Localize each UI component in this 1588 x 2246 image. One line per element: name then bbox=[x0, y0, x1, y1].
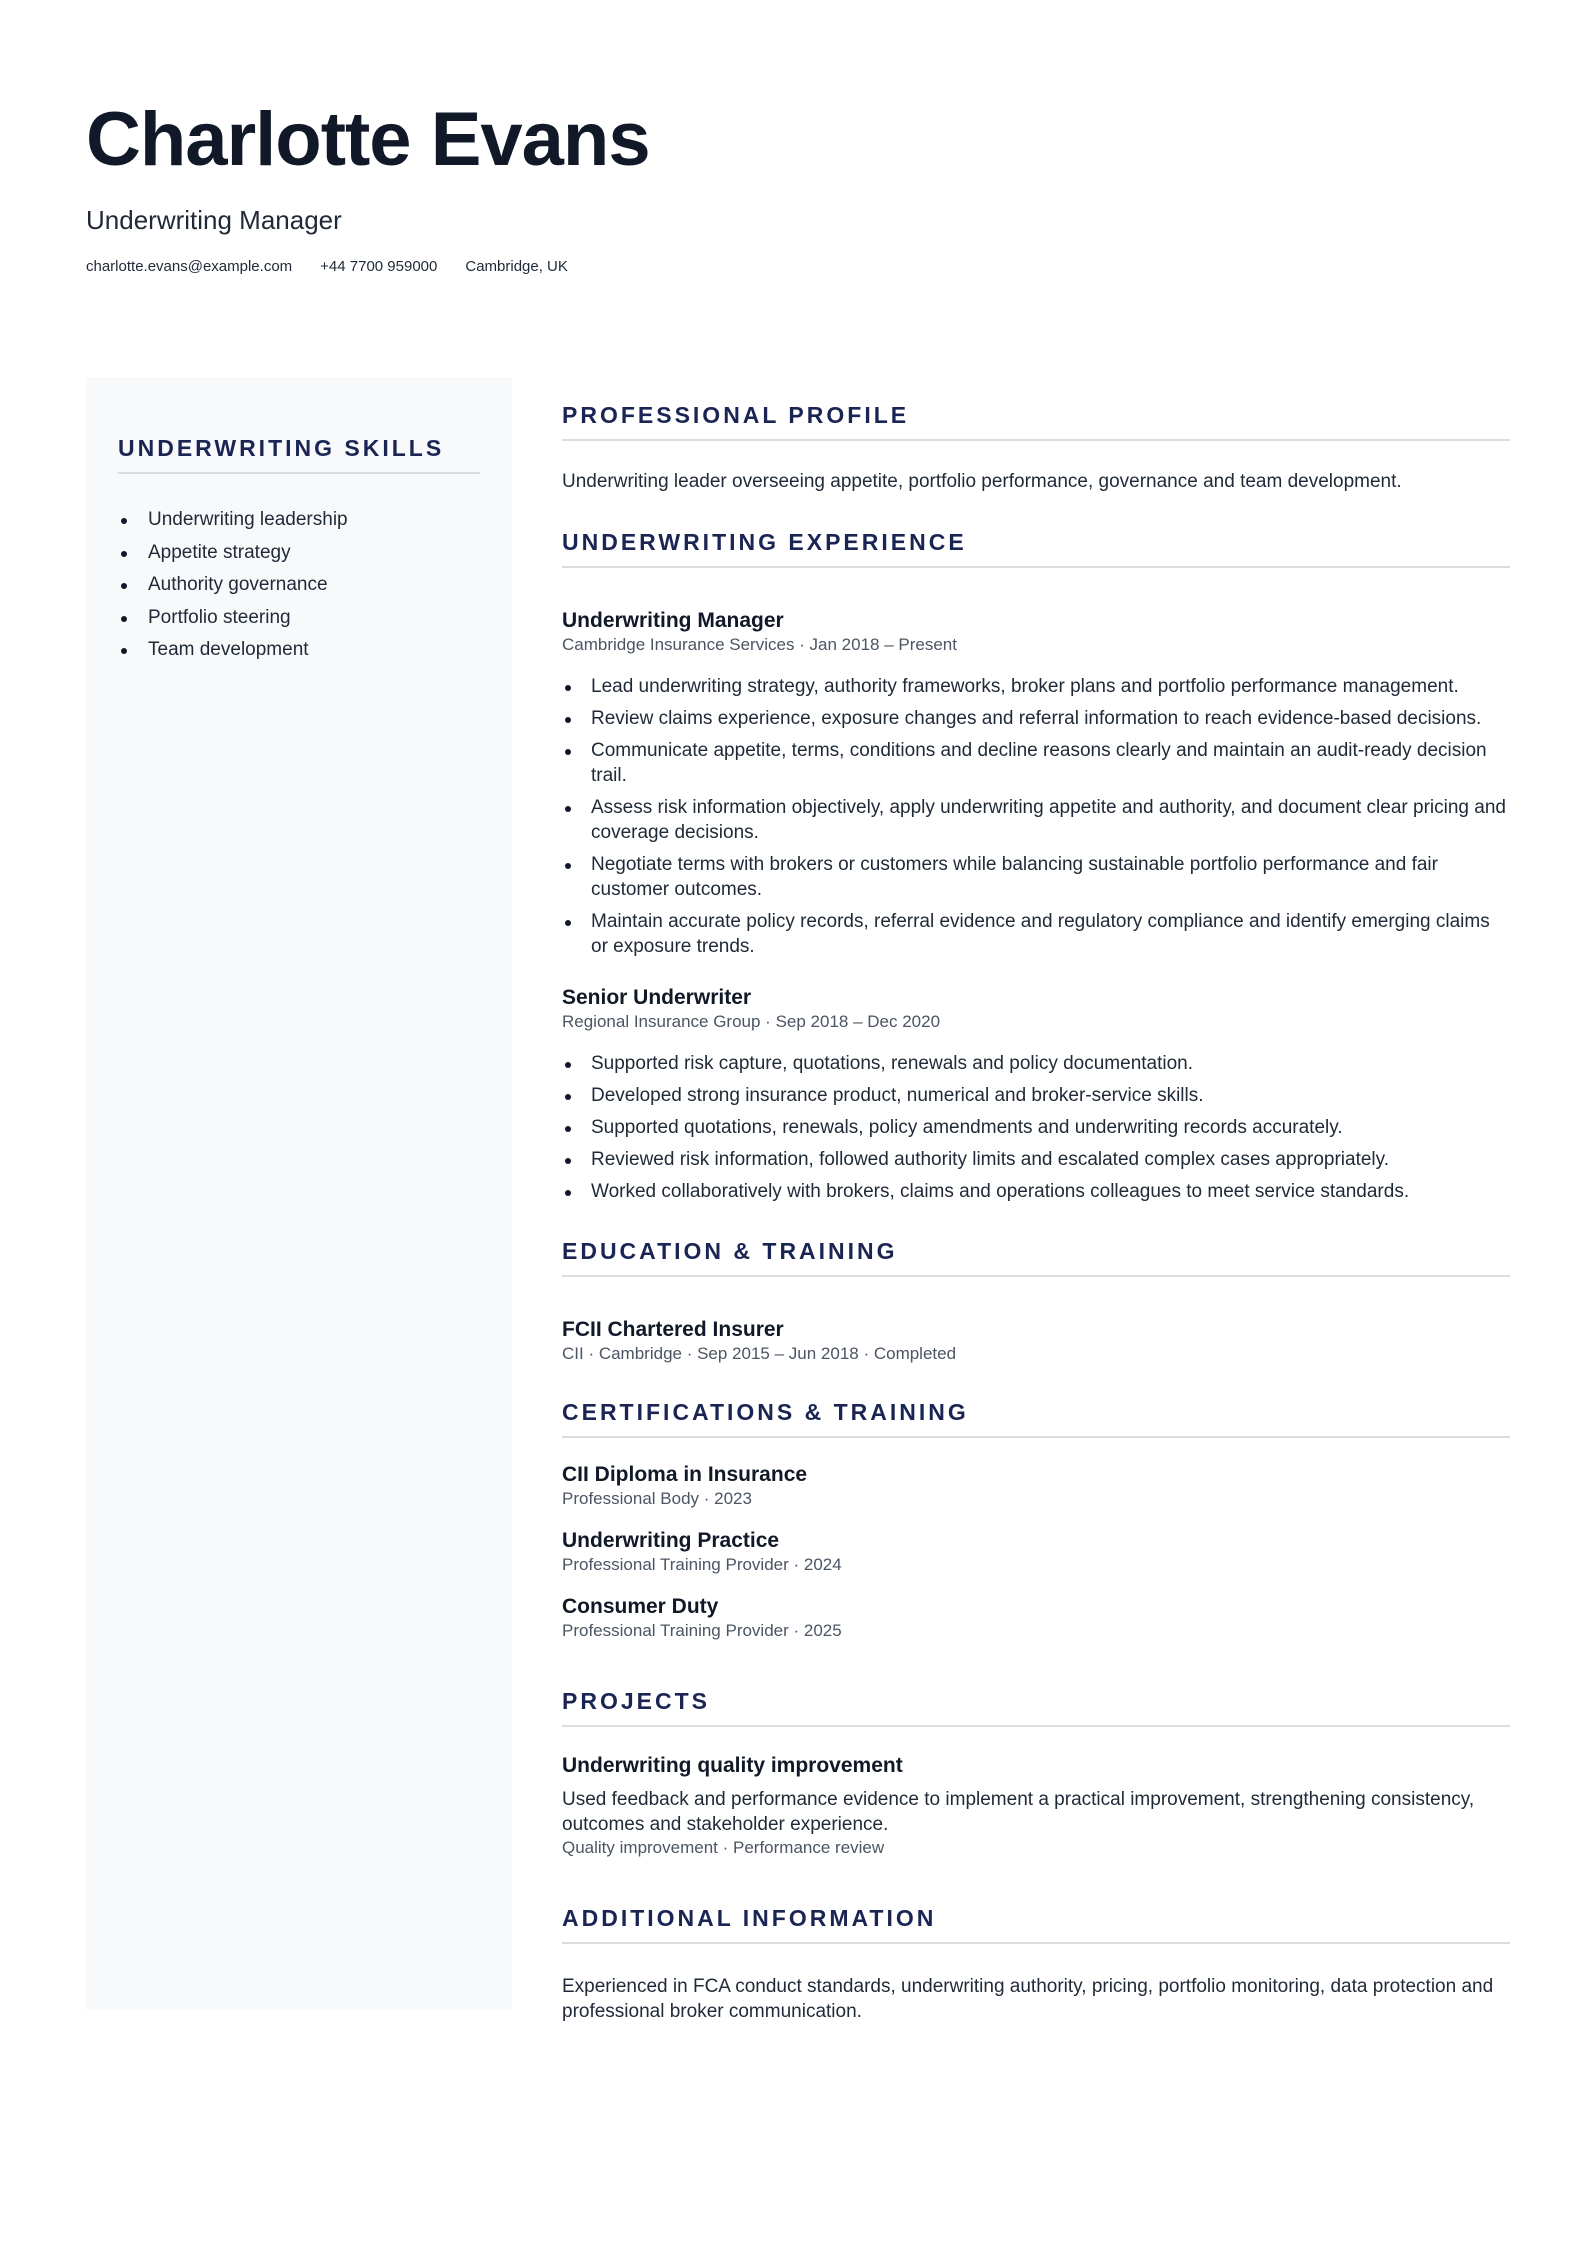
contact-location: Cambridge, UK bbox=[465, 258, 568, 275]
additional-heading: ADDITIONAL INFORMATION bbox=[562, 1905, 1510, 1944]
contact-email: charlotte.evans@example.com bbox=[86, 258, 293, 275]
skills-list bbox=[118, 504, 480, 667]
job-bullet: Negotiate terms with brokers or customers while balancing sustainable portfolio performance and fair customer outcomes. bbox=[562, 852, 1510, 902]
project-entry bbox=[562, 1753, 1510, 1859]
certification-name: Consumer Duty bbox=[562, 1595, 719, 1618]
skill-item: Appetite strategy bbox=[118, 537, 480, 570]
job-entry bbox=[562, 608, 1510, 959]
certification-name: CII Diploma in Insurance bbox=[562, 1463, 808, 1486]
certifications-section bbox=[562, 1399, 1510, 1642]
job-bullet: Assess risk information objectively, apply underwriting appetite and authority, and document clear pricing and coverage decisions. bbox=[562, 795, 1510, 845]
job-bullet: Maintain accurate policy records, referral evidence and regulatory compliance and identify emerging claims or exposure trends. bbox=[562, 909, 1510, 959]
sidebar bbox=[86, 377, 512, 2010]
skills-heading: UNDERWRITING SKILLS bbox=[118, 435, 480, 474]
education-entry bbox=[562, 1317, 1510, 1365]
certification-meta: Professional Training Provider · 2024 bbox=[562, 1555, 842, 1574]
skill-item: Portfolio steering bbox=[118, 602, 480, 635]
job-bullet: Communicate appetite, terms, conditions and decline reasons clearly and maintain an audit-ready decision trail. bbox=[562, 738, 1510, 788]
certification-entry bbox=[562, 1462, 1510, 1510]
contact-line bbox=[86, 258, 1506, 275]
job-bullet: Lead underwriting strategy, authority frameworks, broker plans and portfolio performance management. bbox=[562, 674, 1510, 699]
education-title: FCII Chartered Insurer bbox=[562, 1318, 784, 1341]
skill-item: Authority governance bbox=[118, 569, 480, 602]
job-bullet: Supported risk capture, quotations, renewals and policy documentation. bbox=[562, 1051, 1510, 1076]
experience-heading: UNDERWRITING EXPERIENCE bbox=[562, 529, 1510, 568]
project-meta: Quality improvement · Performance review bbox=[562, 1838, 885, 1857]
certification-entry bbox=[562, 1528, 1510, 1576]
job-bullets bbox=[562, 1051, 1510, 1204]
job-bullet: Reviewed risk information, followed authority limits and escalated complex cases appropriately. bbox=[562, 1147, 1510, 1172]
projects-section bbox=[562, 1688, 1510, 1859]
experience-section bbox=[562, 529, 1510, 1204]
profile-text: Underwriting leader overseeing appetite, portfolio performance, governance and team development. bbox=[562, 471, 1402, 492]
candidate-name: Charlotte Evans bbox=[86, 97, 650, 182]
job-bullet: Developed strong insurance product, numerical and broker-service skills. bbox=[562, 1083, 1510, 1108]
job-bullet: Review claims experience, exposure changes and referral information to reach evidence-based decisions. bbox=[562, 706, 1510, 731]
additional-section bbox=[562, 1905, 1510, 2024]
skill-item: Team development bbox=[118, 634, 480, 667]
job-role: Underwriting Manager bbox=[562, 609, 784, 632]
certification-entry bbox=[562, 1594, 1510, 1642]
certification-meta: Professional Training Provider · 2025 bbox=[562, 1621, 842, 1640]
certification-meta: Professional Body · 2023 bbox=[562, 1489, 752, 1508]
projects-heading: PROJECTS bbox=[562, 1688, 1510, 1727]
job-bullet: Supported quotations, renewals, policy amendments and underwriting records accurately. bbox=[562, 1115, 1510, 1140]
job-bullet: Worked collaboratively with brokers, claims and operations colleagues to meet service standards. bbox=[562, 1179, 1510, 1204]
job-entry bbox=[562, 985, 1510, 1204]
profile-heading: PROFESSIONAL PROFILE bbox=[562, 402, 1510, 441]
project-name: Underwriting quality improvement bbox=[562, 1754, 903, 1777]
certifications-heading: CERTIFICATIONS & TRAINING bbox=[562, 1399, 1510, 1438]
job-meta: Regional Insurance Group · Sep 2018 – Dec 2020 bbox=[562, 1012, 941, 1031]
contact-phone: +44 7700 959000 bbox=[320, 258, 438, 275]
job-bullets bbox=[562, 674, 1510, 959]
resume-header bbox=[86, 96, 1506, 275]
education-section bbox=[562, 1238, 1510, 1365]
main-column bbox=[562, 402, 1510, 2024]
candidate-title: Underwriting Manager bbox=[86, 205, 342, 235]
education-meta: CII · Cambridge · Sep 2015 – Jun 2018 · Completed bbox=[562, 1344, 957, 1363]
profile-section bbox=[562, 402, 1510, 495]
skill-item: Underwriting leadership bbox=[118, 504, 480, 537]
project-description: Used feedback and performance evidence to implement a practical improvement, strengthening consistency, outcomes and stakeholder experience. bbox=[562, 1789, 1475, 1835]
job-meta: Cambridge Insurance Services · Jan 2018 – Present bbox=[562, 635, 957, 654]
education-heading: EDUCATION & TRAINING bbox=[562, 1238, 1510, 1277]
certification-name: Underwriting Practice bbox=[562, 1529, 780, 1552]
job-role: Senior Underwriter bbox=[562, 986, 752, 1009]
additional-text: Experienced in FCA conduct standards, underwriting authority, pricing, portfolio monitoring, data protection and professional broker communication. bbox=[562, 1976, 1494, 2022]
